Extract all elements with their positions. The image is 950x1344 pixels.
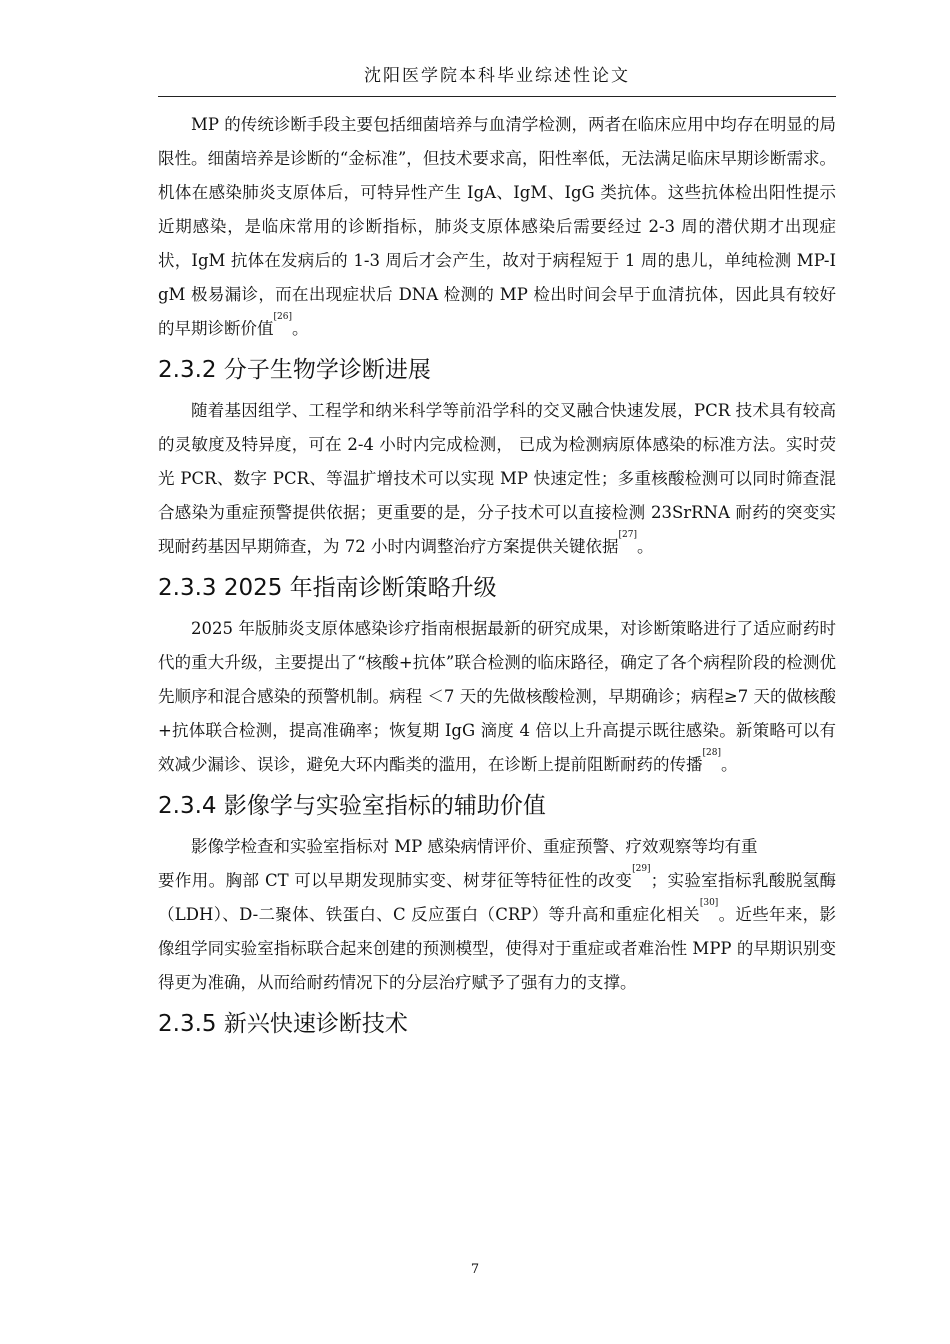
section-heading-2-3-5: 2.3.5 新兴快速诊断技术 <box>158 1011 408 1037</box>
paragraph-text: ；实验室指标乳酸脱氢酶（LDH）、D-二聚体、铁蛋白、C 反应蛋白（CRP）等升高和重症化相关 <box>158 871 836 924</box>
paragraph-imaging-lab-line1: 影像学检查和实验室指标对 MP 感染病情评价、重症预警、疗效观察等均有重 <box>191 837 758 856</box>
paragraph-text: 2025 年版肺炎支原体感染诊疗指南根据最新的研究成果，对诊断策略进行了适应耐药时代的重大升级，主要提出了“核酸+抗体”联合检测的临床路径，确定了各个病程阶段的检测优先顺序和混合感染的预警机制。病程 ＜7 天的先做核酸检测，早期确诊；病程≥7 天的做核酸+抗体联合检测，提高准确率；恢复期 IgG 滴度 4 倍以上升高提示既往感染。新策略可以有效减少漏诊、误诊，避免大环内酯类的滥用，在诊断上提前阻断耐药的传播 <box>158 619 836 774</box>
citation-30[interactable]: [30] <box>699 898 719 908</box>
paragraph-text: 要作用。胸部 CT 可以早期发现肺实变、树芽征等特征性的改变 <box>158 871 633 890</box>
header-rule <box>158 96 836 97</box>
paragraph-text: 。近些年来，影像组学同实验室指标联合起来创建的预测模型，使得对于重症或者难治性 MPP 的早期识别变得更为准确，从而给耐药情况下的分层治疗赋予了强有力的支撑。 <box>158 905 836 992</box>
section-heading-2-3-2: 2.3.2 分子生物学诊断进展 <box>158 357 431 383</box>
page-number: 7 <box>470 1262 480 1277</box>
citation-26[interactable]: [26] <box>273 312 292 322</box>
section-heading-2-3-4: 2.3.4 影像学与实验室指标的辅助价值 <box>158 793 546 819</box>
paragraph-diagnosis-traditional <box>158 108 836 346</box>
citation-29[interactable]: [29] <box>632 864 651 874</box>
running-header: 沈阳医学院本科毕业综述性论文 <box>364 66 630 86</box>
paragraph-tail: 。 <box>720 755 738 774</box>
citation-28[interactable]: [28] <box>702 748 721 758</box>
paragraph-guideline-2025 <box>158 612 836 782</box>
paragraph-tail: 。 <box>291 319 309 338</box>
paragraph-tail: 。 <box>636 537 654 556</box>
paragraph-text: MP 的传统诊断手段主要包括细菌培养与血清学检测，两者在临床应用中均存在明显的局限性。细菌培养是诊断的“金标准”，但技术要求高，阳性率低，无法满足临床早期诊断需求。机体在感染肺炎支原体后，可特异性产生 IgA、IgM、IgG 类抗体。这些抗体检出阳性提示近期感染，是临床常用的诊断指标，肺炎支原体感染后需要经过 2-3 周的潜伏期才出现症状，IgM 抗体在发病后的 1-3 周后才会产生，故对于病程短于 1 周的患儿，单纯检测 MP-IgM 极易漏诊，而在出现症状后 DNA 检测的 MP 检出时间会早于血清抗体，因此具有较好的早期诊断价值 <box>158 115 836 338</box>
citation-27[interactable]: [27] <box>618 530 637 540</box>
page-body <box>158 108 836 1048</box>
section-heading-2-3-3: 2.3.3 2025 年指南诊断策略升级 <box>158 575 497 601</box>
paragraph-text: 随着基因组学、工程学和纳米科学等前沿学科的交叉融合快速发展，PCR 技术具有较高的灵敏度及特异度，可在 2-4 小时内完成检测， 已成为检测病原体感染的标准方法。实时荧光 PCR、数字 PCR、等温扩增技术可以实现 MP 快速定性；多重核酸检测可以同时筛查混合感染为重症预警提供依据；更重要的是，分子技术可以直接检测 23SrRNA 耐药的突变实现耐药基因早期筛查，为 72 小时内调整治疗方案提供关键依据 <box>158 401 836 556</box>
paragraph-imaging-lab <box>158 864 836 1000</box>
paragraph-molecular-diagnosis <box>158 394 836 564</box>
